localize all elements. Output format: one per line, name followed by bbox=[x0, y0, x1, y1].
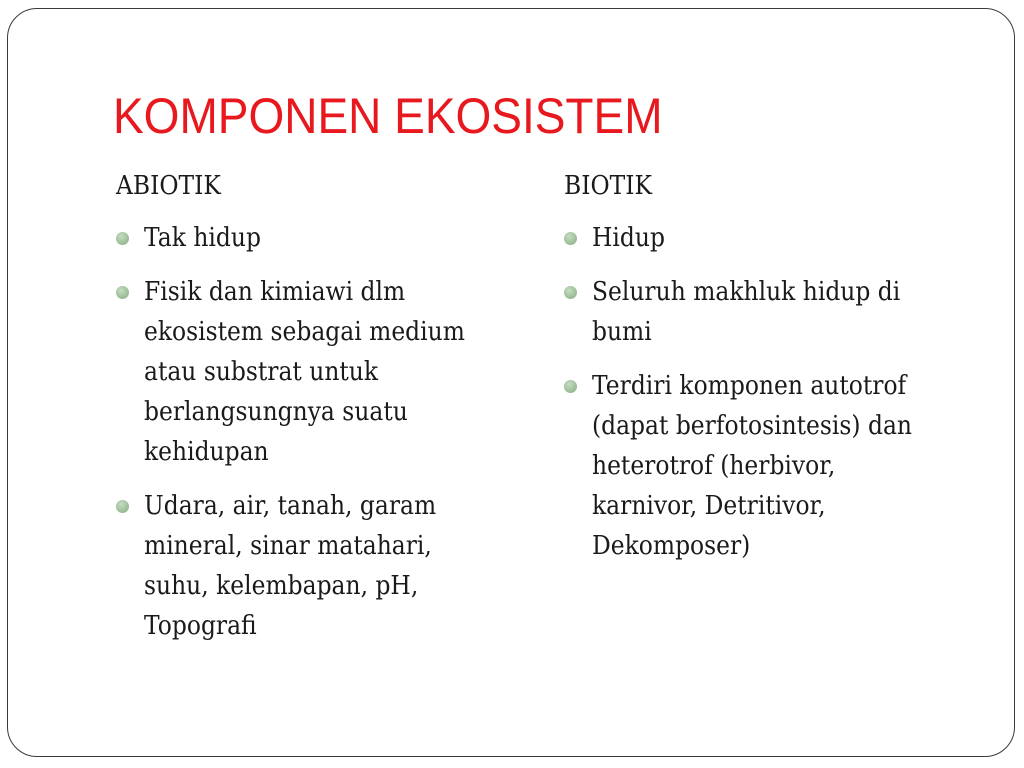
bullet-icon bbox=[564, 380, 577, 393]
list-item-text: Tak hidup bbox=[144, 223, 261, 253]
abiotic-heading: ABIOTIK bbox=[116, 171, 221, 201]
bullet-icon bbox=[116, 500, 129, 513]
bullet-icon bbox=[564, 232, 577, 245]
list-item bbox=[564, 272, 964, 352]
biotic-list bbox=[564, 218, 964, 566]
list-item-text: Terdiri komponen autotrof (dapat berfotosintesis) dan heterotrof (herbivor, karnivor, Detritivor, Dekomposer) bbox=[592, 371, 912, 561]
abiotic-list bbox=[116, 218, 516, 646]
list-item-text: Seluruh makhluk hidup di bumi bbox=[592, 277, 901, 347]
list-item-text: Fisik dan kimiawi dlm ekosistem sebagai medium atau substrat untuk berlangsungnya suatu kehidupan bbox=[144, 277, 465, 467]
list-item-text: Udara, air, tanah, garam mineral, sinar matahari, suhu, kelembapan, pH, Topografi bbox=[144, 491, 437, 641]
slide-title: KOMPONEN EKOSISTEM bbox=[113, 88, 663, 144]
bullet-icon bbox=[116, 286, 129, 299]
bullet-icon bbox=[116, 232, 129, 245]
list-item bbox=[116, 218, 516, 258]
biotic-heading: BIOTIK bbox=[564, 171, 652, 201]
list-item-text: Hidup bbox=[592, 223, 665, 253]
abiotic-column bbox=[116, 168, 516, 660]
list-item bbox=[564, 366, 964, 566]
list-item bbox=[564, 218, 964, 258]
list-item bbox=[116, 272, 516, 472]
bullet-icon bbox=[564, 286, 577, 299]
biotic-column bbox=[564, 168, 964, 580]
list-item bbox=[116, 486, 516, 646]
